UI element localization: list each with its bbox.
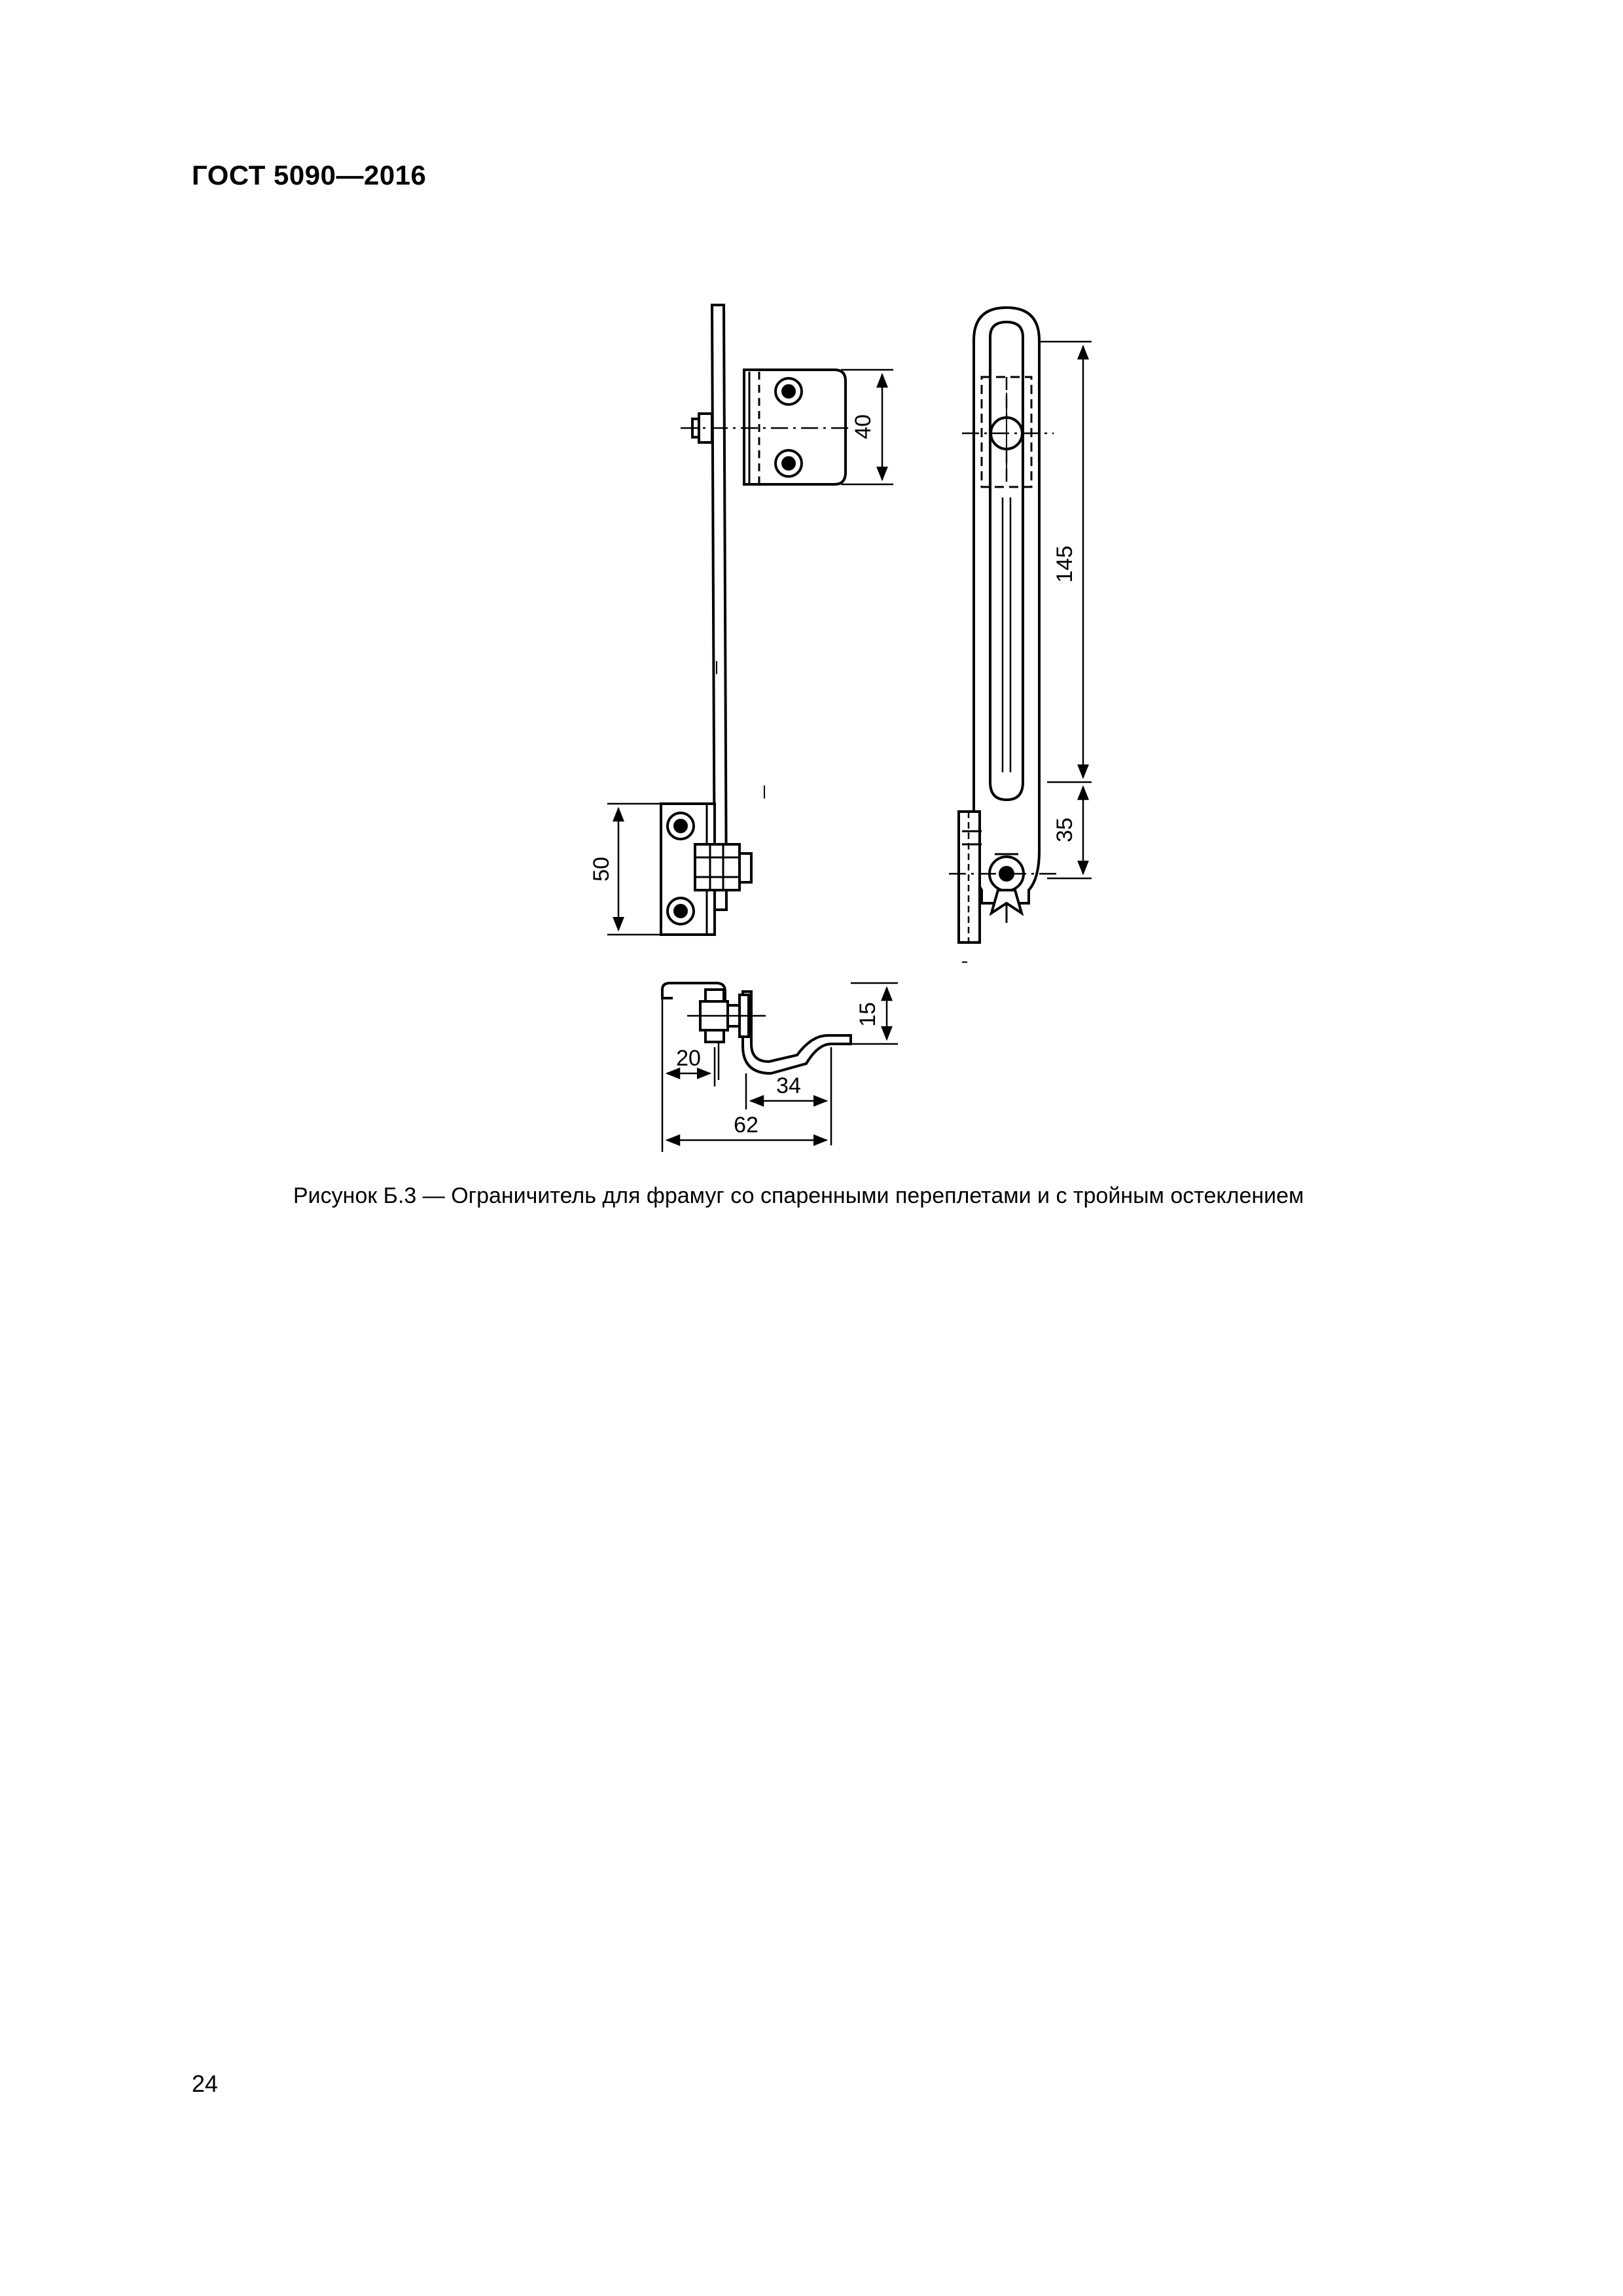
dim-front-lower-offset: 35: [1052, 817, 1077, 842]
front-view: [949, 308, 1092, 962]
dim-plan-height: 15: [855, 1002, 880, 1027]
side-view: [607, 305, 893, 935]
dim-front-slot-length: 145: [1052, 545, 1077, 583]
page-number: 24: [192, 2070, 219, 2097]
dim-side-lower-bracket-height: 50: [589, 857, 614, 882]
figure-caption: Рисунок Б.3 — Ограничитель для фрамуг со спаренными переплетами и с тройным остеклением: [293, 1183, 1304, 1208]
dim-side-bracket-height: 40: [851, 414, 876, 439]
document-header: ГОСТ 5090—2016: [192, 160, 427, 190]
dim-plan-inner-width: 34: [776, 1073, 801, 1098]
dim-plan-total-width: 62: [734, 1113, 758, 1138]
dim-plan-offset: 20: [676, 1046, 701, 1071]
